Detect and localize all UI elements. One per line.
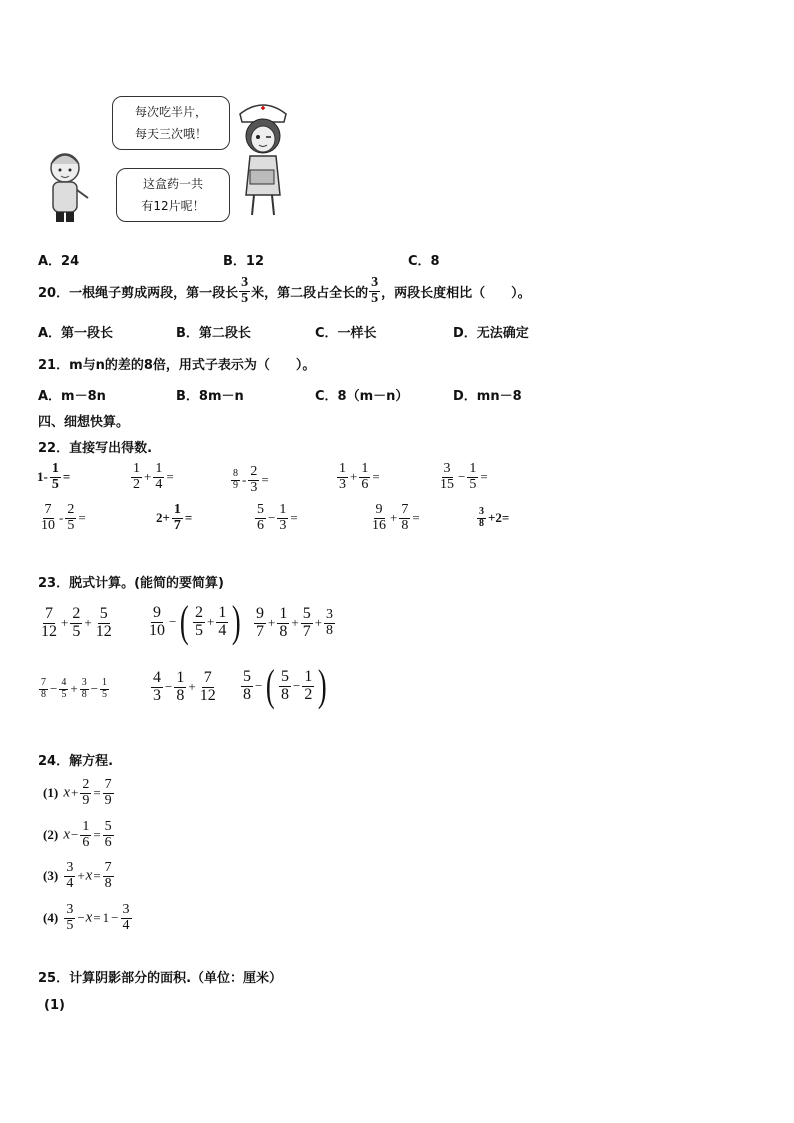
q20-option-b: B．第二段长 <box>176 326 251 341</box>
q22-expr-4: $\frac{1}{3}$ + $\frac{1}{6}$ = <box>339 461 380 492</box>
q20-option-d: D．无法确定 <box>453 326 529 341</box>
child-speech-line-2: 有12片呢！ <box>141 199 205 213</box>
q22-expr-3: $\frac{8}{9}$ - $\frac{2}{3}$ = <box>233 464 269 495</box>
q20-text-c: ，两段长度相比（ ）。 <box>381 285 531 301</box>
q20-option-a: A．第一段长 <box>38 326 114 341</box>
q21-question: 21．m与n的差的8倍，用式子表示为（ ）。 <box>38 358 316 373</box>
q19-option-a: A．24 <box>38 254 80 269</box>
q22-expr-8: $\frac{5}{6}$ − $\frac{1}{3}$ = <box>257 502 298 533</box>
q23-expr-b: $\frac{9}{10}$ −( $\frac{2}{5}$ + $\frac{1}{4}$ ) <box>149 597 242 646</box>
nurse-figure <box>228 100 298 225</box>
q24-title: 24．解方程. <box>38 754 114 769</box>
q22-expr-5: $\frac{3}{15}$ − $\frac{1}{5}$ = <box>440 461 488 492</box>
q22-expr-1: 1- $\frac{1}{5}$ = <box>37 461 71 492</box>
nurse-speech-bubble <box>112 96 230 150</box>
q23-expr-e: $\frac{4}{3}$ − $\frac{1}{8}$ + $\frac{7}{12}$ <box>153 669 216 704</box>
child-speech-line-1: 这盒药一共 <box>142 177 203 191</box>
q22-expr-7: 2+ $\frac{1}{7}$ = <box>156 502 193 533</box>
q20-number: 20． <box>38 285 70 301</box>
nurse-speech-line-1: 每次吃半片， <box>134 105 207 119</box>
q23-expr-d: $\frac{7}{8}$ − $\frac{4}{5}$ + $\frac{3}{8}$ − $\frac{1}{5}$ <box>41 677 108 700</box>
q22-title: 22．直接写出得数. <box>38 441 153 456</box>
q25-sub-1: (1) <box>44 998 65 1013</box>
q19-option-c: C．8 <box>408 254 440 269</box>
q20-fraction-length: $\frac{3}{5}$ <box>241 275 249 306</box>
nurse-speech-line-2: 每天三次哦！ <box>134 127 207 141</box>
q20-text-b: 米，第二段占全长的 <box>251 285 369 301</box>
q21-option-c: C．8（m－n） <box>315 389 409 404</box>
q23-expr-f: $\frac{5}{8}$ −( $\frac{5}{8}$ − $\frac{1}{2}$ ) <box>243 661 328 710</box>
illustration <box>38 90 298 230</box>
q20-text-a: 一根绳子剪成两段，第一段长 <box>69 285 239 301</box>
child-speech-bubble <box>116 168 230 222</box>
q24-problem-3: (3) $\frac{3}{4}$ +x= $\frac{7}{8}$ <box>43 860 112 891</box>
q22-expr-6: $\frac{7}{10}$ - $\frac{2}{5}$ = <box>41 502 86 533</box>
q21-option-a: A．m－8n <box>38 389 106 404</box>
q20-option-c: C．一样长 <box>315 326 377 341</box>
q24-problem-2: (2) x− $\frac{1}{6}$ = $\frac{5}{6}$ <box>43 819 112 850</box>
q23-title: 23．脱式计算。(能简的要简算) <box>38 576 224 591</box>
q22-expr-9: $\frac{9}{16}$ + $\frac{7}{8}$ = <box>372 502 420 533</box>
q20-question <box>38 276 531 306</box>
q23-expr-a: $\frac{7}{12}$ + $\frac{2}{5}$ + $\frac{5}{12}$ <box>41 605 112 640</box>
q22-expr-2: $\frac{1}{2}$ + $\frac{1}{4}$ = <box>133 461 174 492</box>
q22-expr-10: $\frac{3}{8}$ +2= <box>479 506 510 529</box>
q23-expr-c: $\frac{9}{7}$ + $\frac{1}{8}$ + $\frac{5}{7}$ + $\frac{3}{8}$ <box>256 605 334 640</box>
q24-problem-1: (1) x+ $\frac{2}{9}$ = $\frac{7}{9}$ <box>43 777 112 808</box>
q24-problem-4: (4) $\frac{3}{5}$ −x= 1 − $\frac{3}{4}$ <box>43 902 130 933</box>
q19-option-b: B．12 <box>223 254 264 269</box>
q25-title: 25．计算阴影部分的面积.（单位：厘米） <box>38 971 283 986</box>
q20-fraction-share: $\frac{3}{5}$ <box>371 275 379 306</box>
q21-option-d: D．mn－8 <box>453 389 522 404</box>
q21-option-b: B．8m－n <box>176 389 244 404</box>
section-four-heading: 四、细想快算。 <box>38 415 130 430</box>
